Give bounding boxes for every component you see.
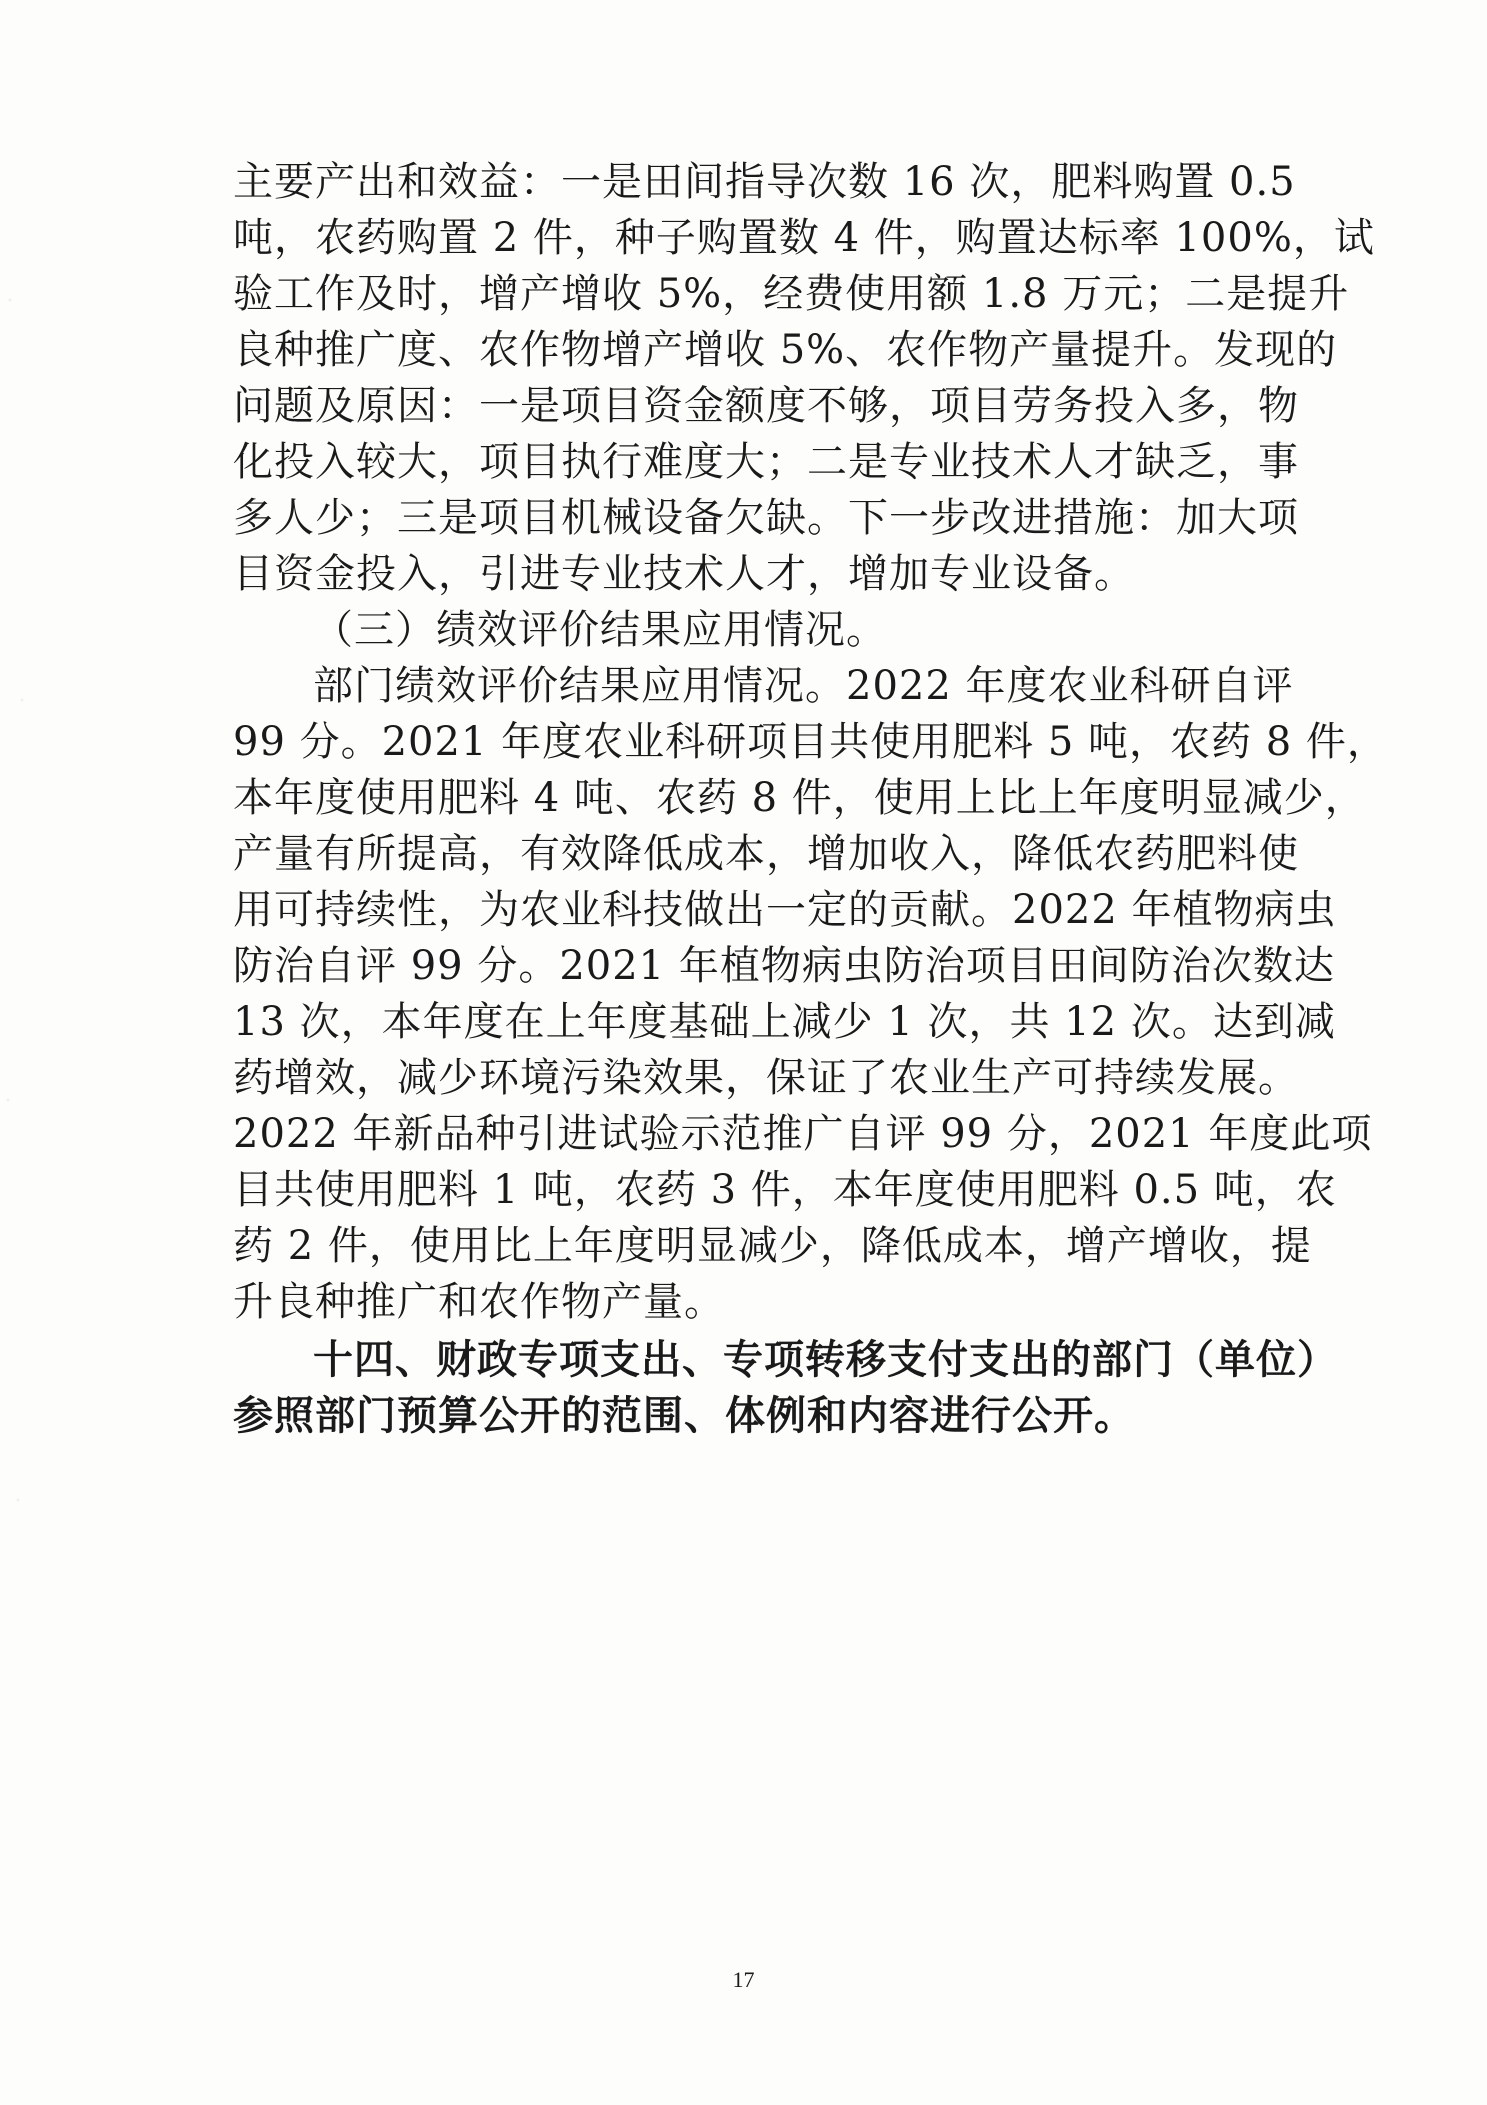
body-line: 2022 年新品种引进试验示范推广自评 99 分，2021 年度此项 [233,1111,1373,1157]
section-heading: 参照部门预算公开的范围、体例和内容进行公开。 [233,1393,1135,1439]
body-line: 目资金投入，引进专业技术人才，增加专业设备。 [233,551,1135,597]
body-line: 本年度使用肥料 4 吨、农药 8 件，使用上比上年度明显减少， [233,775,1366,821]
body-line: 多人少；三是项目机械设备欠缺。下一步改进措施：加大项 [233,495,1299,541]
section-subheading: （三）绩效评价结果应用情况。 [313,607,887,653]
section-heading: 十四、财政专项支出、专项转移支付支出的部门（单位） [313,1337,1338,1383]
scan-edge [0,0,40,2105]
body-line: 部门绩效评价结果应用情况。2022 年度农业科研自评 [313,663,1294,709]
body-line: 用可持续性，为农业科技做出一定的贡献。2022 年植物病虫 [233,887,1337,933]
body-line: 产量有所提高，有效降低成本，增加收入，降低农药肥料使 [233,831,1299,877]
body-line: 99 分。2021 年度农业科研项目共使用肥料 5 吨，农药 8 件， [233,719,1388,765]
body-line: 良种推广度、农作物增产增收 5%、农作物产量提升。发现的 [233,327,1338,373]
body-line: 目共使用肥料 1 吨，农药 3 件，本年度使用肥料 0.5 吨，农 [233,1167,1337,1213]
page-number: 17 [732,1967,755,1992]
body-line: 吨，农药购置 2 件，种子购置数 4 件，购置达标率 100%，试 [233,215,1375,261]
body-line: 验工作及时，增产增收 5%，经费使用额 1.8 万元；二是提升 [233,271,1350,317]
body-line: 药 2 件，使用比上年度明显减少，降低成本，增产增收，提 [233,1223,1312,1269]
body-line: 13 次，本年度在上年度基础上减少 1 次，共 12 次。达到减 [233,999,1336,1045]
body-line: 药增效，减少环境污染效果，保证了农业生产可持续发展。 [233,1055,1299,1101]
body-line: 化投入较大，项目执行难度大；二是专业技术人才缺乏，事 [233,439,1299,485]
body-line: 问题及原因：一是项目资金额度不够，项目劳务投入多，物 [233,383,1299,429]
body-line: 防治自评 99 分。2021 年植物病虫防治项目田间防治次数达 [233,943,1335,989]
body-line: 升良种推广和农作物产量。 [233,1279,725,1325]
body-line: 主要产出和效益：一是田间指导次数 16 次，肥料购置 0.5 [233,159,1296,205]
